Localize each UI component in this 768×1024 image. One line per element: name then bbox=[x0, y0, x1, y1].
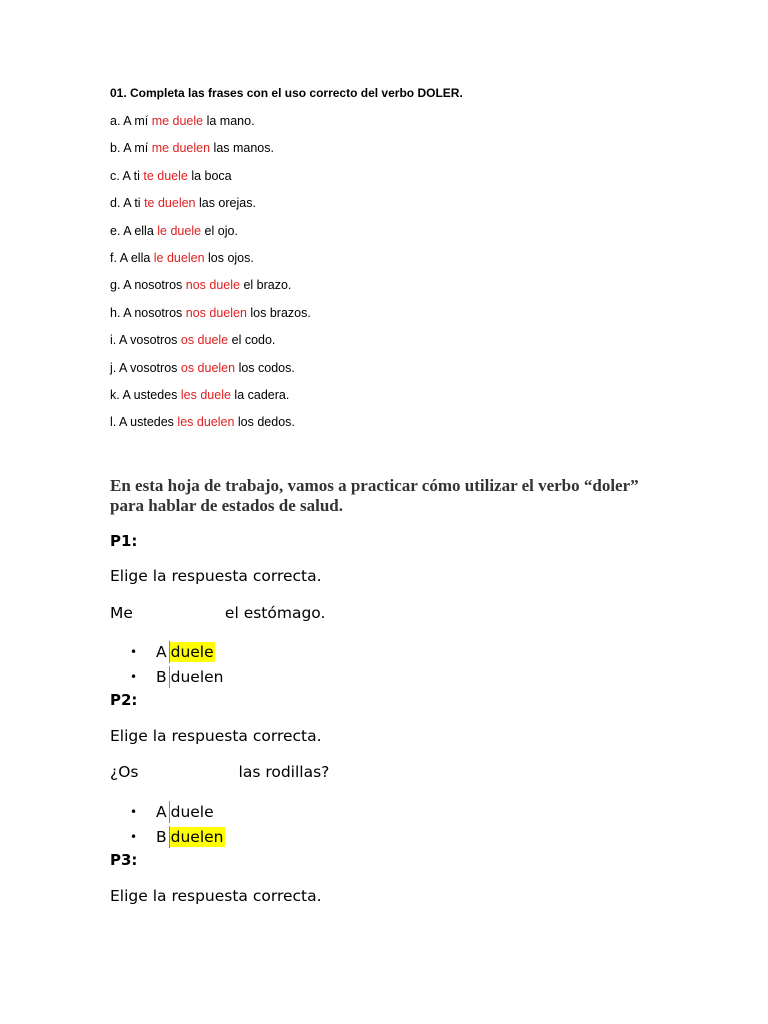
question-prompt-p1: Elige la respuesta correcta. bbox=[110, 567, 322, 585]
answer-text: me duelen bbox=[151, 141, 211, 156]
options-p2 bbox=[130, 799, 225, 850]
answer-text: nos duele bbox=[185, 278, 240, 293]
bullet-icon: • bbox=[130, 830, 138, 845]
exercise-item: k. A ustedes les duele la cadera. bbox=[110, 387, 290, 402]
exercise-item: f. A ella le duelen los ojos. bbox=[110, 250, 254, 265]
option-a[interactable] bbox=[130, 799, 225, 825]
option-text: duelen bbox=[170, 828, 224, 847]
exercise-title: 01. Completa las frases con el uso correcto del verbo DOLER. bbox=[110, 86, 463, 100]
option-b[interactable] bbox=[130, 665, 225, 691]
option-letter: B bbox=[156, 826, 170, 848]
exercise-item: e. A ella le duele el ojo. bbox=[110, 223, 238, 238]
exercise-item: i. A vosotros os duele el codo. bbox=[110, 333, 276, 348]
answer-text: les duelen bbox=[177, 415, 235, 430]
question-sentence-p1: Me el estómago. bbox=[110, 604, 326, 622]
question-label-p3: P3: bbox=[110, 851, 138, 869]
option-letter: A bbox=[156, 801, 170, 823]
bullet-icon: • bbox=[130, 804, 138, 819]
question-prompt-p2: Elige la respuesta correcta. bbox=[110, 727, 322, 745]
bullet-icon: • bbox=[130, 670, 138, 685]
exercise-item: l. A ustedes les duelen los dedos. bbox=[110, 415, 295, 430]
option-b[interactable] bbox=[130, 825, 225, 851]
exercise-item: a. A mí me duele la mano. bbox=[110, 114, 255, 128]
answer-text: te duelen bbox=[144, 196, 196, 211]
options-p1 bbox=[130, 639, 225, 690]
exercise-item: d. A ti te duelen las orejas. bbox=[110, 196, 256, 211]
question-label-p1: P1: bbox=[110, 532, 138, 550]
exercise-item: h. A nosotros nos duelen los brazos. bbox=[110, 305, 311, 320]
option-letter: B bbox=[156, 666, 170, 688]
exercise-item: c. A ti te duele la boca bbox=[110, 168, 232, 183]
exercise-list bbox=[110, 112, 311, 441]
question-sentence-p2: ¿Os las rodillas? bbox=[110, 763, 330, 781]
intro-text: En esta hoja de trabajo, vamos a practicar cómo utilizar el verbo “doler” para hablar de estados de salud. bbox=[110, 476, 639, 515]
answer-text: me duele bbox=[151, 114, 204, 128]
exercise-item: j. A vosotros os duelen los codos. bbox=[110, 360, 295, 375]
option-a[interactable] bbox=[130, 639, 225, 665]
answer-text: os duele bbox=[180, 333, 229, 348]
option-text: duele bbox=[170, 642, 214, 661]
question-prompt-p3: Elige la respuesta correcta. bbox=[110, 887, 322, 905]
answer-text: les duele bbox=[180, 387, 231, 402]
question-label-p2: P2: bbox=[110, 691, 138, 709]
option-letter: A bbox=[156, 641, 170, 663]
option-text: duelen bbox=[170, 668, 224, 687]
exercise-item: b. A mí me duelen las manos. bbox=[110, 141, 274, 156]
answer-text: le duele bbox=[157, 223, 202, 238]
answer-text: nos duelen bbox=[185, 305, 247, 320]
bullet-icon: • bbox=[130, 644, 138, 659]
exercise-item: g. A nosotros nos duele el brazo. bbox=[110, 278, 292, 293]
answer-text: le duelen bbox=[153, 250, 205, 265]
option-text: duele bbox=[170, 802, 214, 821]
answer-text: os duelen bbox=[180, 360, 236, 375]
answer-text: te duele bbox=[143, 168, 188, 183]
